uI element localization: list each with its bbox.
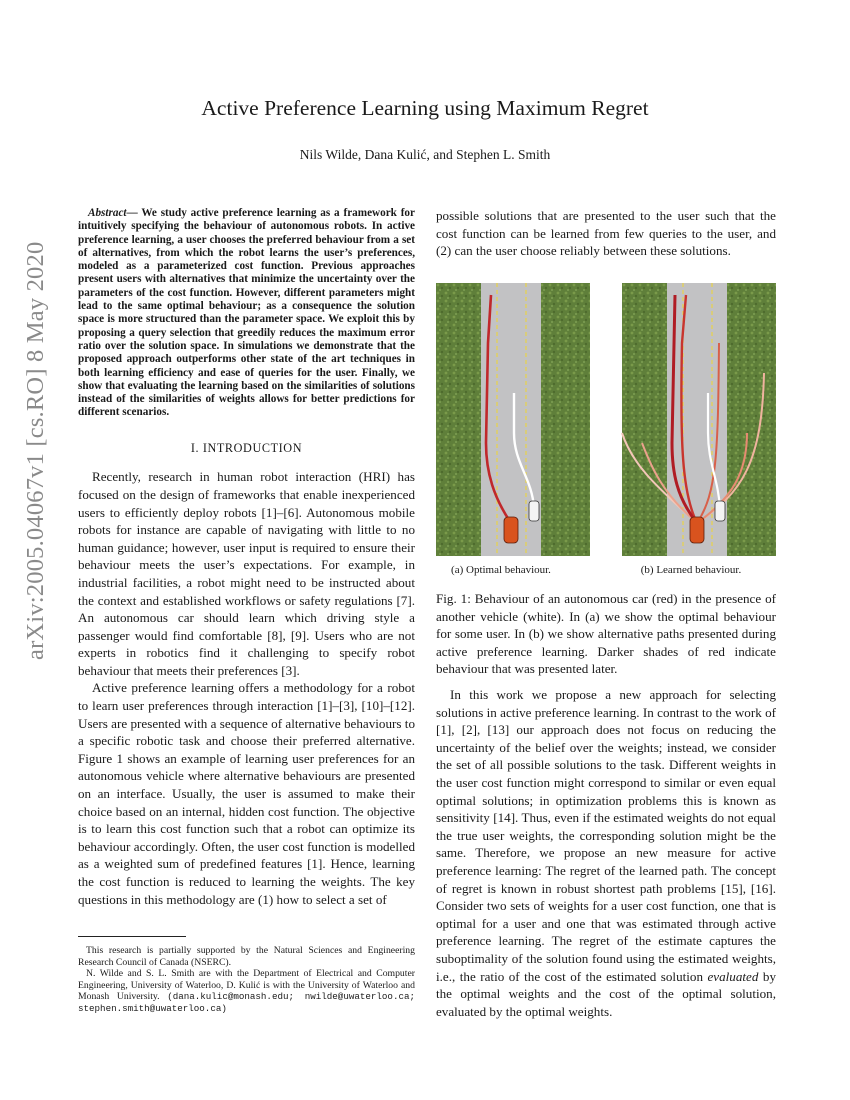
panel-b-red-car (690, 517, 704, 543)
figure-caption: Fig. 1: Behaviour of an autonomous car (red) in the presence of another vehicle (white). In (a) we show the optimal behaviour for some user. In (b) we show alternative paths presented during active preference learning. Darker shades of red indicate behaviour that was presented later. (436, 591, 776, 677)
right-top-paragraph: possible solutions that are presented to the user such that the cost function can be learned from few queries to the user, and (2) can the user choose reliably between these solutions. (436, 208, 776, 259)
section-heading-introduction: I. INTRODUCTION (190, 440, 303, 455)
panel-a-white-vehicle (529, 501, 539, 521)
figure-1-graphic (436, 283, 776, 563)
paper-authors: Nils Wilde, Dana Kulić, and Stephen L. Smith (299, 147, 551, 162)
panel-a (436, 283, 590, 556)
panel-a-red-car (504, 517, 518, 543)
abstract-text: — We study active preference learning as a framework for intuitively specifying the behaviour of autonomous robots. In active preference learning, a user chooses the preferred behaviour from a set of alternatives, from which the robot learns the user’s preferences, modeled as a parameterized cost function. Previous approaches present users with alternatives that minimize the uncertainty over the parameters of the cost function. However, different parameters might lead to the same optimal behaviour; as a consequence the solution space is more structured than the parameter space. We exploit this by proposing a query selection that greedily reduces the maximum error ratio over the solution space. In simulations we demonstrate that the proposed approach outperforms other state of the art techniques in both learning efficiency and ease of queries for the user. Finally, we show that evaluating the learning based on the similarities of solutions instead of the similarities of weights allows for better predictions for different scenarios. (78, 207, 415, 419)
footnote-funding: This research is partially supported by the Natural Sciences and Engineering Research Council of Canada (NSERC). (78, 945, 415, 968)
abstract-label: Abstract (88, 207, 127, 219)
intro-paragraph-2: Active preference learning offers a methodology for a robot to learn user preferences through interaction [1]–[3], [10]–[12]. Users are presented with a sequence of alternative behaviours to a specific robotic task and choose their preferred alternative. Figure 1 shows an example of learning user preferences for an autonomous vehicle where alternative behaviours are presented on an interface. Usually, the user is assumed to make their choice based on an internal, hidden cost function. The objective is to learn this cost function such that a robot can optimize its behaviour accordingly. Often, the user cost function is modelled as a weighted sum of predefined features [1]. Hence, learning the cost function is reduced to learning the weights. The key questions in this methodology are (1) how to select a set of (78, 680, 415, 907)
abstract (78, 207, 415, 420)
paper-title: Active Preference Learning using Maximum Regret (201, 96, 649, 120)
right-body-main: In this work we propose a new approach for selecting solutions in active preference learning. In contrast to the work of [1], [2], [13] our approach does not focus on reducing the uncertainty of the belief over the weights; instead, we consider the set of all possible solutions to the task. Different weights in the user cost function might correspond to similar or even equal optimal solutions; in optimization problems this is known as sensitivity [14]. Thus, even if the estimated weights do not equal the true user weights, the corresponding solution might be the same. Therefore, we propose an new measure for active preference learning: The regret of the learned path. The concept of regret is known in robust shortest path problems [15], [16]. Consider two sets of weights for a user cost function, one that is optimal for a user and one that was estimated through active preference learning. The regret of the estimate captures the suboptimality of the solution found using the estimated weights, i.e., the ratio of the cost of the estimated solution (436, 687, 776, 984)
panel-b (622, 283, 776, 556)
figure-1 (436, 283, 776, 579)
footnote-emails: (dana.kulic@monash.edu; nwilde@uwaterloo.ca; stephen.smith@uwaterloo.ca) (78, 991, 415, 1014)
subcaption-a: (a) Optimal behaviour. (451, 564, 551, 576)
left-column (78, 207, 415, 908)
footnote-affiliation-text: N. Wilde and S. L. Smith are with the Department of Electrical and Computer Engineering, University of Waterloo, D. Kulić is with the University of Waterloo and Monash University. (78, 968, 415, 1003)
right-body-italic: evaluated (707, 968, 759, 984)
right-body-end: by the optimal weights and the cost of the optimal solution, evaluated by the optimal weights. (436, 968, 776, 1019)
footnotes (78, 945, 415, 1015)
intro-paragraph-1: Recently, research in human robot interaction (HRI) has focused on the design of frameworks that enable inexperienced users to efficiently deploy robots [1]–[6]. Autonomous mobile robots for instance are capable of navigating with little to no human guidance; however, user input is required to ensure their behaviour meets the user’s expectations. For example, in industrial facilities, a robot might need to be instructed about the context and established workflows or safety regulations [7]. An autonomous car should learn which driving style a passenger would find comfortable [8], [9]. Users who are not experts in robotics find it challenging to specify robot behaviour that meets their preferences [3]. (78, 469, 415, 678)
right-column-top (436, 207, 776, 260)
right-body-paragraph (436, 686, 776, 1020)
subcaption-b: (b) Learned behaviour. (640, 564, 742, 576)
arxiv-stamp: arXiv:2005.04067v1 [cs.RO] 8 May 2020 (22, 241, 49, 660)
footnote-affiliations (78, 968, 415, 1014)
panel-b-white-vehicle (715, 501, 725, 521)
footnote-divider (78, 936, 186, 937)
